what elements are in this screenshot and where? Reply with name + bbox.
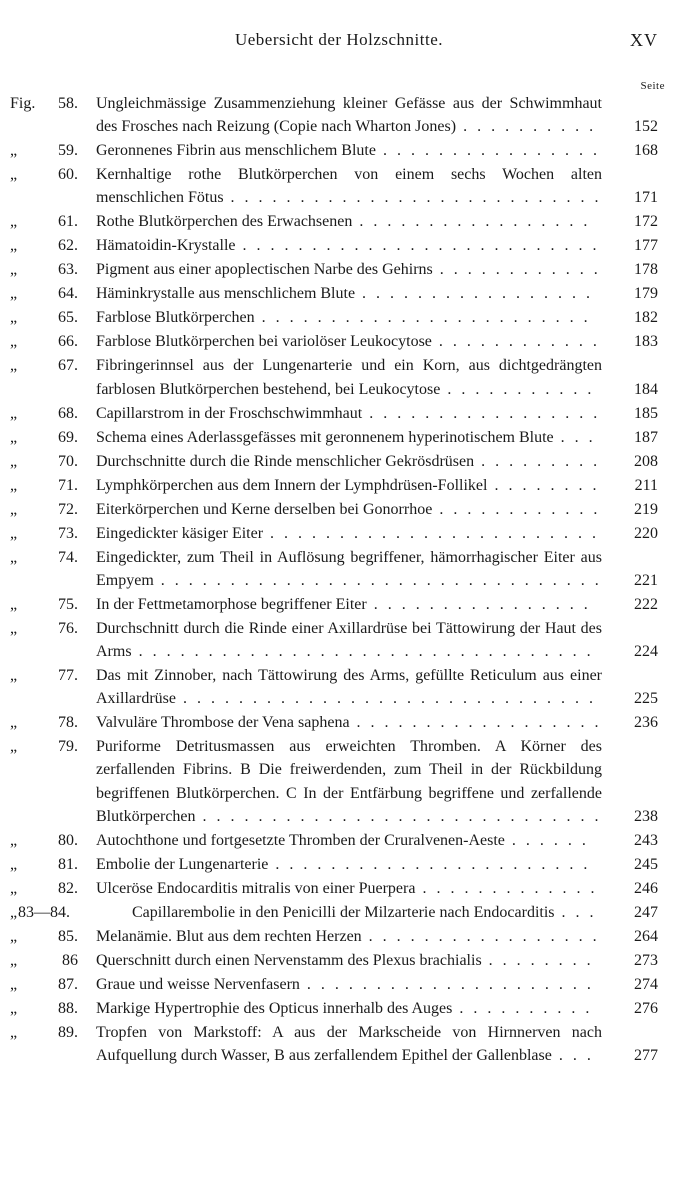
dot-leader: . . . . . . . . . . . . . . . . (375, 142, 600, 160)
figure-number: 75. (58, 595, 78, 613)
figure-entry (0, 258, 678, 281)
figure-number: 74. (58, 548, 78, 566)
page-number: XV (630, 30, 658, 50)
figure-description-block (0, 474, 678, 497)
figure-description-block (0, 853, 678, 876)
figure-description: Hämatoidin-Krystalle (96, 237, 236, 255)
figure-description: Das mit Zinnober, nach Tättowirung des Arms, gefüllte Reticulum aus einer Axillardrüse (96, 667, 602, 708)
dot-leader: . . . . . . . . . . . (440, 380, 595, 398)
figure-prefix: „ (10, 285, 18, 303)
running-title: Uebersicht der Holzschnitte. (234, 30, 443, 49)
dot-leader: . . . . . . . . . (474, 452, 601, 470)
figure-page-ref: 274 (634, 975, 658, 993)
figure-entry (0, 498, 678, 521)
figure-description: Valvuläre Thrombose der Vena saphena (96, 714, 350, 732)
figure-entry (0, 711, 678, 734)
figure-prefix: „ (10, 1023, 18, 1041)
dot-leader: . . . . . . . . . . . . . . . . . . . . . . . . . . (235, 237, 600, 255)
dot-leader: . . . . . . . . . . . . . . . . . . . . . . . . . . . . . . . . (153, 571, 602, 589)
figure-entry (0, 426, 678, 449)
figure-number: 66. (58, 333, 78, 351)
figure-entry (0, 354, 678, 400)
figure-description-block (0, 735, 678, 828)
figure-prefix: „ (10, 500, 18, 518)
dot-leader: . . . . . . . . . . . . . . . . (366, 595, 591, 613)
figure-description-block (0, 210, 678, 233)
figure-description-block (0, 877, 678, 900)
figure-page-ref: 219 (634, 500, 658, 518)
figure-entry (0, 997, 678, 1020)
dot-leader: . . . (554, 903, 597, 921)
figure-description-block (0, 546, 678, 592)
figure-description-block (0, 354, 678, 400)
figure-page-ref: 277 (634, 1047, 658, 1065)
figure-page-ref: 245 (634, 855, 658, 873)
figure-prefix: „ (10, 738, 18, 756)
figure-description: Farblose Blutkörperchen (96, 309, 255, 327)
figure-page-ref: 276 (634, 999, 658, 1017)
figure-prefix: „ (10, 619, 18, 637)
figure-entry (0, 925, 678, 948)
figure-page-ref: 247 (634, 903, 658, 921)
dot-leader: . . . (551, 1047, 594, 1065)
figure-description-block (0, 330, 678, 353)
figure-description-block (0, 664, 678, 710)
figure-description-block (0, 498, 678, 521)
figure-description: Melanämie. Blut aus dem rechten Herzen (96, 927, 362, 945)
figure-number: 68. (58, 404, 78, 422)
page-header (0, 30, 678, 54)
figure-prefix: „ (10, 261, 18, 279)
figure-description-block (0, 829, 678, 852)
figure-number: 63. (58, 261, 78, 279)
figure-entry (0, 282, 678, 305)
figure-prefix: „ (10, 166, 18, 184)
dot-leader: . . . . . . . . . . . . . . . . . . (349, 714, 602, 732)
figure-entry (0, 450, 678, 473)
figure-page-ref: 177 (634, 237, 658, 255)
dot-leader: . . . (553, 428, 596, 446)
figure-description: Kernhaltige rothe Blutkörperchen von einem sechs Wochen alten menschlichen Fötus (96, 166, 602, 207)
figure-entry (0, 853, 678, 876)
figure-page-ref: 152 (634, 118, 658, 136)
dot-leader: . . . . . . . . . . . . . . . . . (355, 285, 594, 303)
figure-number: 79. (58, 738, 78, 756)
figure-number: 67. (58, 357, 78, 375)
figure-page-ref: 243 (634, 831, 658, 849)
figure-number: 58. (58, 95, 78, 112)
figure-number: 88. (58, 999, 78, 1017)
figure-description: Puriforme Detritusmassen aus erweichten Thromben. A Körner des zerfallenden Fibrins. B Die freiwerdenden, zum Theil in der Rückbildung begriffenen Blutkörperchen. C In der Entfärbung begriffene und zerfallende Blutkörperchen (96, 738, 602, 825)
figure-description-block (0, 258, 678, 281)
figure-number: 89. (58, 1023, 78, 1041)
figure-description-block (0, 711, 678, 734)
figure-entry (0, 522, 678, 545)
figure-description: Eingedickter, zum Theil in Auflösung begriffener, hämorrhagischer Eiter aus Empyem (96, 548, 602, 589)
dot-leader: . . . . . . . . . . . . . . . . . . . . . (299, 975, 594, 993)
figure-prefix: „ (10, 879, 18, 897)
dot-leader: . . . . . . . . . . . . . . . . . (362, 404, 601, 422)
dot-leader: . . . . . . . . . . . . (432, 261, 601, 279)
figure-description-block (0, 306, 678, 329)
figure-description: Tropfen von Markstoff: A aus der Markscheide von Hirnnerven nach Aufquellung durch Wasser, B aus zerfallendem Epithel der Gallenblase (96, 1023, 602, 1065)
figure-description-block (0, 593, 678, 616)
figure-entry (0, 829, 678, 852)
dot-leader: . . . . . . . . . . (452, 999, 593, 1017)
figure-number: 85. (58, 927, 78, 945)
figure-page-ref: 182 (634, 309, 658, 327)
figure-page-ref: 224 (634, 643, 658, 661)
figure-description: Capillarstrom in der Froschschwimmhaut (96, 404, 363, 422)
dot-leader: . . . . . . . . . . . . . (415, 879, 598, 897)
figure-entry (0, 593, 678, 616)
figure-number: 62. (58, 237, 78, 255)
figure-prefix: „ (10, 975, 18, 993)
figure-description-block (0, 234, 678, 257)
figure-number: 59. (58, 142, 78, 160)
figure-prefix: „ (10, 428, 18, 446)
figure-prefix: „ (10, 667, 18, 685)
figure-number: 60. (58, 166, 78, 184)
figure-number: 76. (58, 619, 78, 637)
figure-description: Embolie der Lungenarterie (96, 855, 269, 873)
figure-number: 70. (58, 452, 78, 470)
figure-number: 65. (58, 309, 78, 327)
figure-prefix: „ (10, 524, 18, 542)
figure-page-ref: 220 (634, 524, 658, 542)
figure-page-ref: 172 (634, 213, 658, 231)
figure-prefix: „ (10, 903, 18, 921)
figure-description: Eingedickter käsiger Eiter (96, 524, 264, 542)
figure-number: 82. (58, 879, 78, 897)
figure-prefix: „ (10, 404, 18, 422)
figure-list (0, 92, 678, 1068)
figure-prefix: „ (10, 831, 18, 849)
figure-page-ref: 171 (634, 189, 658, 207)
figure-entry (0, 617, 678, 663)
figure-number: 71. (58, 476, 78, 494)
figure-number: 73. (58, 524, 78, 542)
figure-description-block (0, 163, 678, 209)
figure-description: Autochthone und fortgesetzte Thromben der Cruralvenen-Aeste (96, 831, 505, 849)
figure-entry (0, 949, 678, 972)
figure-page-ref: 211 (634, 476, 658, 494)
page-column-label: Seite (640, 80, 665, 92)
figure-description: Rothe Blutkörperchen des Erwachsenen (96, 213, 353, 231)
figure-number: 64. (58, 285, 78, 303)
figure-entry (0, 330, 678, 353)
figure-entry (0, 877, 678, 900)
figure-page-ref: 178 (634, 261, 658, 279)
figure-description: Häminkrystalle aus menschlichem Blute (96, 285, 356, 303)
figure-number: 78. (58, 714, 78, 732)
figure-entry (0, 474, 678, 497)
figure-page-ref: 184 (634, 380, 658, 398)
figure-description-block (0, 925, 678, 948)
figure-description: Pigment aus einer apoplectischen Narbe des Gehirns (96, 261, 433, 279)
dot-leader: . . . . . . . . . . . . . . . . . . . . . . . . . . . . . . (175, 690, 596, 708)
figure-description-block (0, 426, 678, 449)
figure-prefix: „ (10, 333, 18, 351)
figure-description-block (0, 139, 678, 162)
figure-number: 87. (58, 975, 78, 993)
dot-leader: . . . . . . . . . . . . . . . . . . . . . . . . . . . . . . . . . (131, 643, 594, 661)
figure-description-block (0, 92, 678, 138)
figure-prefix: „ (10, 855, 18, 873)
figure-description: Geronnenes Fibrin aus menschlichem Blute (96, 142, 376, 160)
figure-description: Capillarembolie in den Penicilli der Milzarterie nach Endocarditis (132, 903, 555, 921)
figure-entry (0, 92, 678, 138)
dot-leader: . . . . . . . . . . . . . . . . . . . . . . . (268, 855, 591, 873)
figure-description: Eiterkörperchen und Kerne derselben bei Gonorrhoe (96, 500, 433, 518)
figure-prefix: „ (10, 476, 18, 494)
figure-page-ref: 185 (634, 404, 658, 422)
dot-leader: . . . . . . . . (487, 476, 600, 494)
figure-prefix: „ (10, 595, 18, 613)
dot-leader: . . . . . . (504, 831, 589, 849)
figure-entry (0, 546, 678, 592)
figure-page-ref: 222 (634, 595, 658, 613)
figure-entry (0, 306, 678, 329)
figure-entry (0, 234, 678, 257)
figure-description-block (0, 522, 678, 545)
figure-page-ref: 225 (634, 690, 658, 708)
figure-description: Querschnitt durch einen Nervenstamm des Plexus brachialis (96, 951, 482, 969)
figure-description: In der Fettmetamorphose begriffener Eiter (96, 595, 367, 613)
figure-prefix: „ (10, 142, 18, 160)
figure-number: 77. (58, 667, 78, 685)
figure-prefix: „ (10, 714, 18, 732)
figure-number: 86 (62, 951, 78, 969)
figure-prefix: „ (10, 309, 18, 327)
figure-description-block (0, 402, 678, 425)
figure-page-ref: 179 (634, 285, 658, 303)
figure-description: Graue und weisse Nervenfasern (96, 975, 300, 993)
dot-leader: . . . . . . . . . . . . . . . . . . . . . . . . (254, 309, 591, 327)
figure-page-ref: 273 (634, 951, 658, 969)
figure-entry (0, 139, 678, 162)
figure-entry (0, 973, 678, 996)
figure-description: Farblose Blutkörperchen bei variolöser Leukocytose (96, 333, 432, 351)
figure-entry (0, 210, 678, 233)
figure-description-block (0, 973, 678, 996)
figure-page-ref: 264 (634, 927, 658, 945)
figure-page-ref: 168 (634, 142, 658, 160)
figure-prefix: „ (10, 452, 18, 470)
dot-leader: . . . . . . . . . . (456, 118, 597, 136)
figure-number: 83—84. (18, 903, 70, 921)
figure-page-ref: 221 (634, 571, 658, 589)
figure-description: Durchschnitte durch die Rinde menschlicher Gekrösdrüsen (96, 452, 475, 470)
figure-prefix: Fig. (10, 95, 36, 112)
dot-leader: . . . . . . . . . . . . . . . . . . . . . . . . . . . (223, 189, 602, 207)
figure-description-block (0, 617, 678, 663)
figure-prefix: „ (10, 213, 18, 231)
figure-entry (0, 402, 678, 425)
figure-description: Markige Hypertrophie des Opticus innerhalb des Auges (96, 999, 453, 1017)
figure-description-block (0, 1021, 678, 1067)
figure-page-ref: 246 (634, 879, 658, 897)
figure-entry (0, 901, 678, 924)
figure-prefix: „ (10, 237, 18, 255)
dot-leader: . . . . . . . . (481, 951, 594, 969)
dot-leader: . . . . . . . . . . . . . . . . . (352, 213, 591, 231)
figure-page-ref: 187 (634, 428, 658, 446)
figure-page-ref: 208 (634, 452, 658, 470)
figure-description: Ulceröse Endocarditis mitralis von einer Puerpera (96, 879, 416, 897)
figure-entry (0, 735, 678, 828)
dot-leader: . . . . . . . . . . . . . . . . . . . . . . . . (263, 524, 600, 542)
figure-prefix: „ (10, 927, 18, 945)
figure-prefix: „ (10, 548, 18, 566)
figure-page-ref: 183 (634, 333, 658, 351)
figure-prefix: „ (10, 999, 18, 1017)
figure-description: Fibringerinnsel aus der Lungenarterie und ein Korn, aus dichtgedrängten farblosen Blutkörperchen bestehend, bei Leukocytose (96, 357, 602, 398)
dot-leader: . . . . . . . . . . . . (432, 500, 601, 518)
figure-entry (0, 163, 678, 209)
dot-leader: . . . . . . . . . . . . . . . . . (361, 927, 600, 945)
figure-number: 61. (58, 213, 78, 231)
figure-entry (0, 1021, 678, 1067)
figure-number: 69. (58, 428, 78, 446)
figure-page-ref: 238 (634, 807, 658, 825)
figure-description-block (0, 282, 678, 305)
dot-leader: . . . . . . . . . . . . . . . . . . . . . . . . . . . . . (195, 807, 602, 825)
figure-page-ref: 236 (634, 714, 658, 732)
figure-description: Lymphkörperchen aus dem Innern der Lymphdrüsen-Follikel (96, 476, 488, 494)
figure-prefix: „ (10, 357, 18, 375)
figure-description-block (0, 949, 678, 972)
figure-number: 72. (58, 500, 78, 518)
dot-leader: . . . . . . . . . . . . (431, 333, 600, 351)
figure-entry (0, 664, 678, 710)
figure-description: Ungleichmässige Zusammenziehung kleiner Gefässe aus der Schwimmhaut des Frosches nach Reizung (Copie nach Wharton Jones) (96, 95, 602, 136)
figure-description: Durchschnitt durch die Rinde einer Axillardrüse bei Tättowirung der Haut des Arms (96, 619, 602, 661)
figure-description: Schema eines Aderlassgefässes mit geronnenem hyperinotischem Blute (96, 428, 554, 446)
figure-number: 81. (58, 855, 78, 873)
figure-description-block (0, 450, 678, 473)
figure-prefix: „ (10, 951, 18, 969)
figure-description-block (0, 997, 678, 1020)
figure-number: 80. (58, 831, 78, 849)
